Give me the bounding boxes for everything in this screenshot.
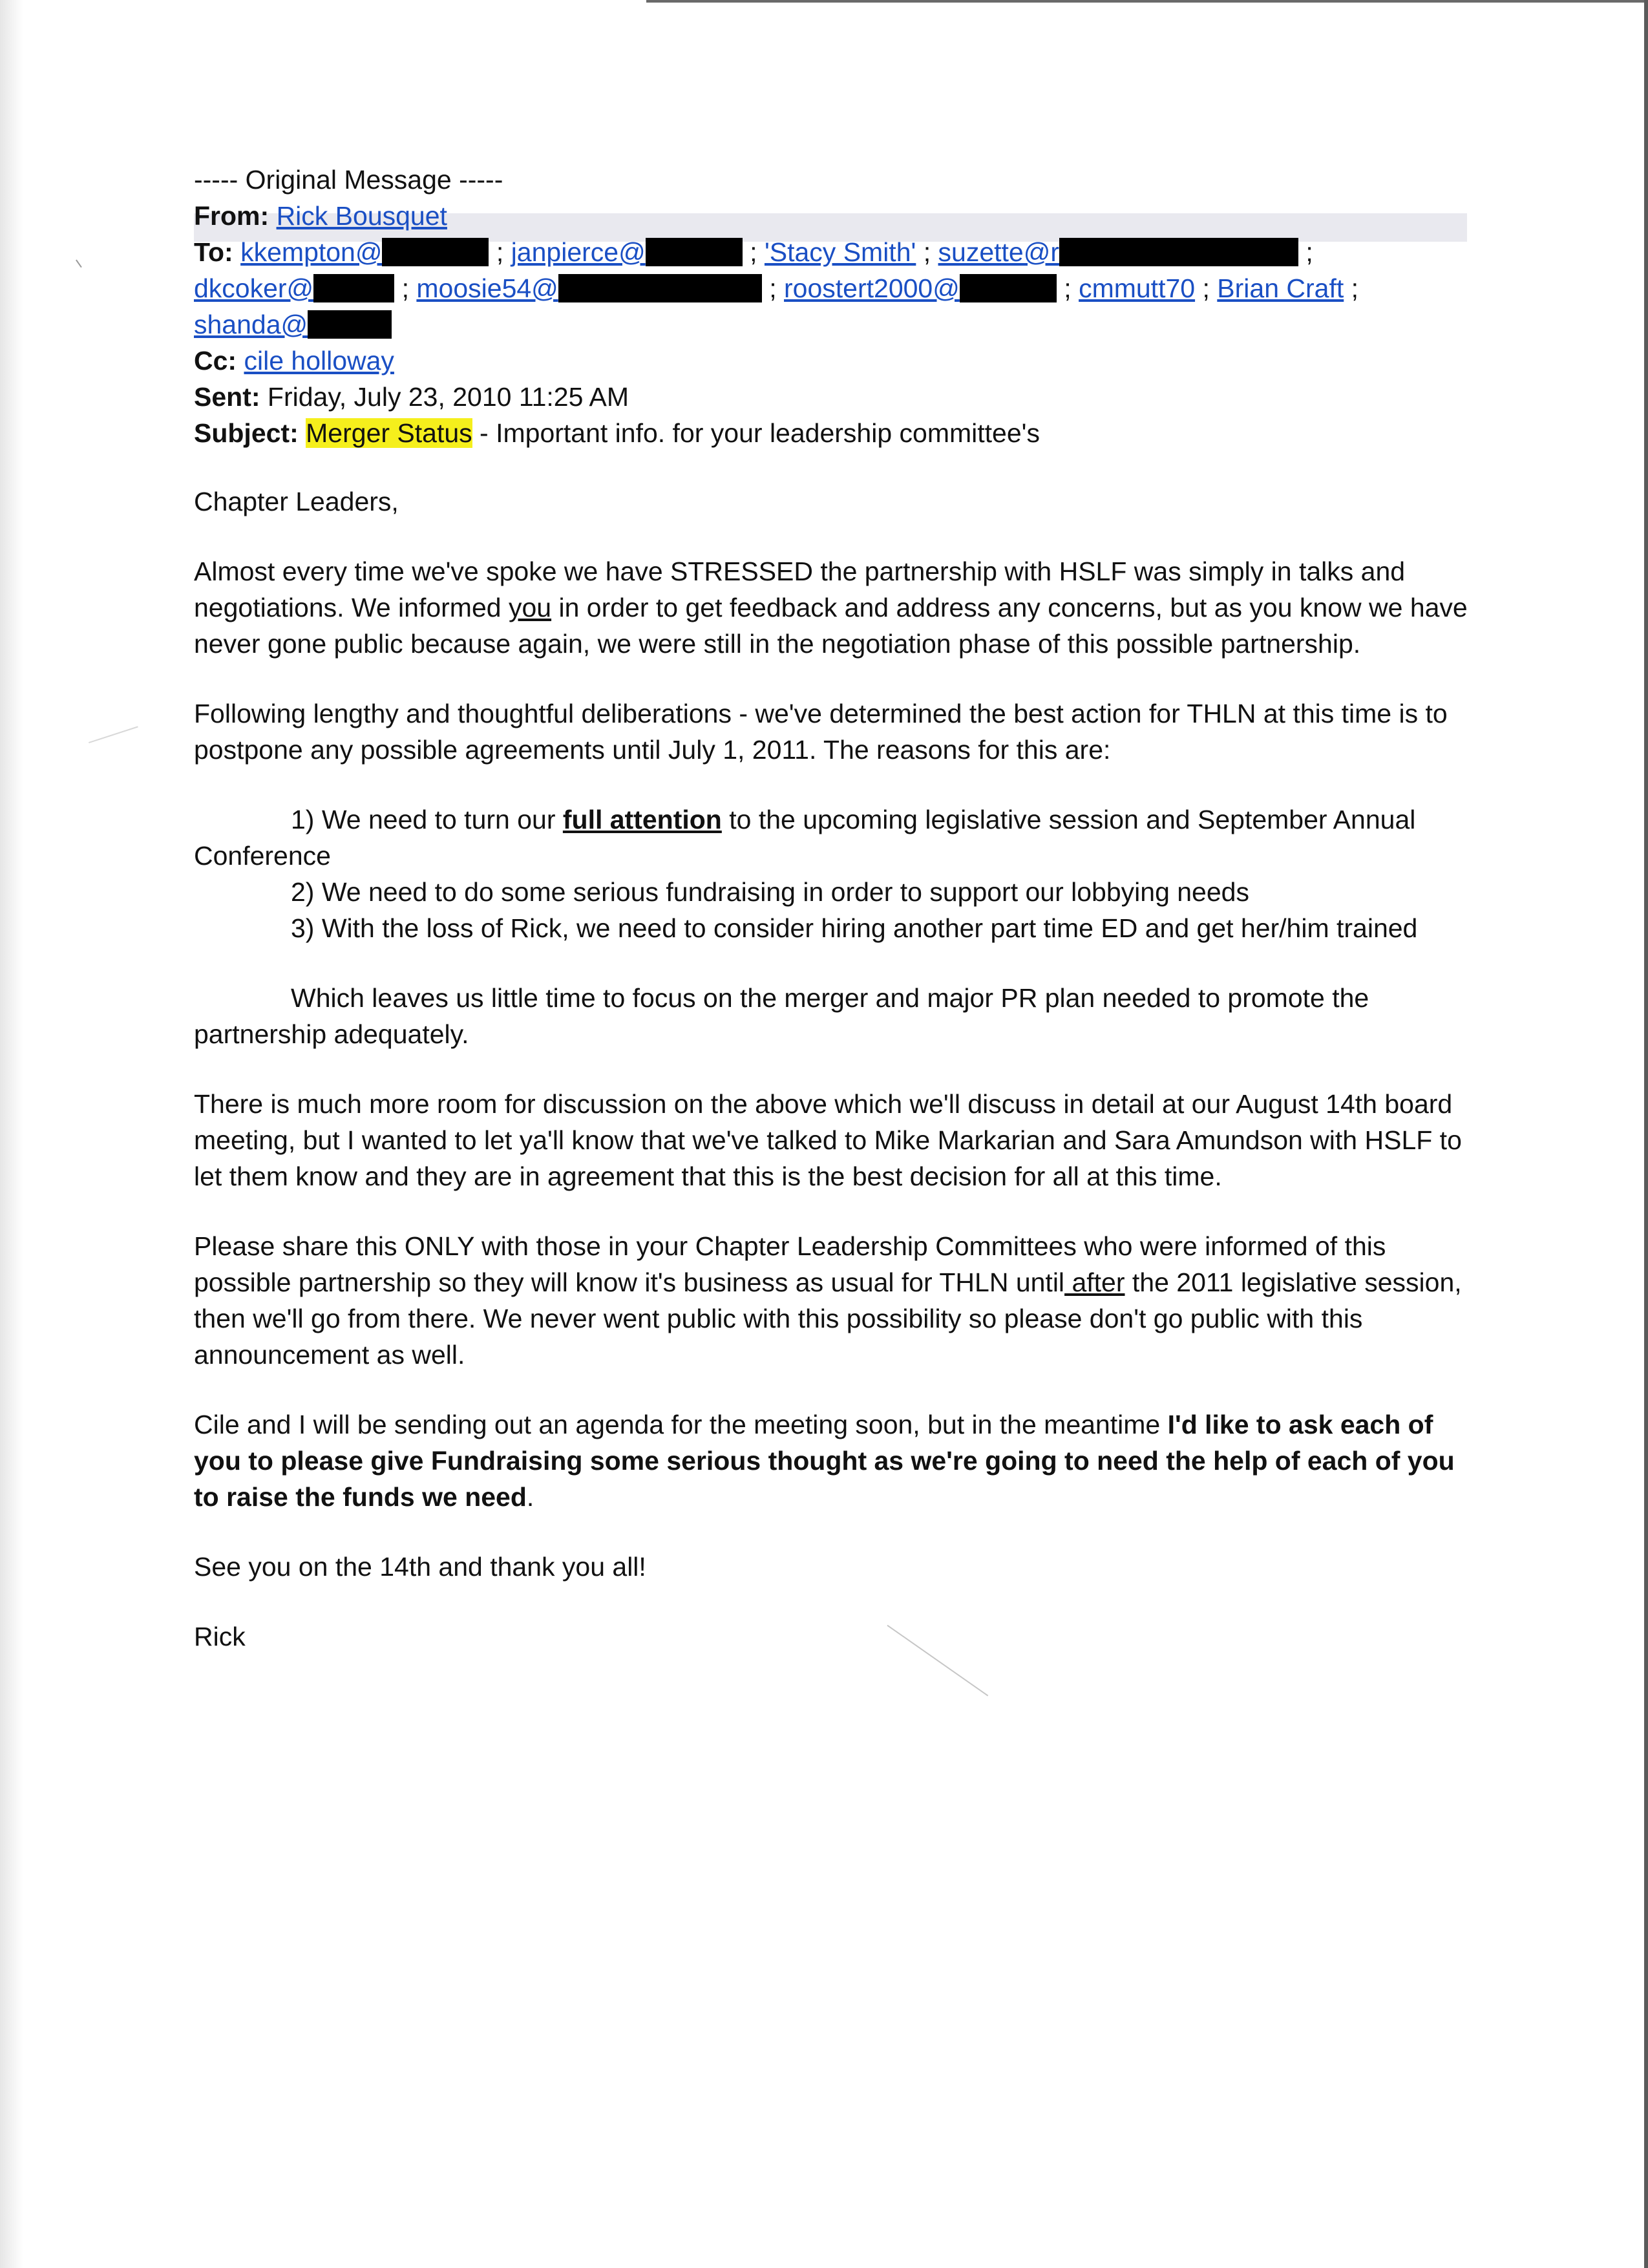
sent-label: Sent: (194, 382, 260, 412)
recipient-link[interactable]: moosie54@ (416, 273, 558, 303)
list-item: 2) We need to do some serious fundraising in order to support our lobbying needs (291, 877, 1249, 907)
to-line-2: dkcoker@ ; moosie54@ ; roostert2000@ ; cmmutt70 ; Brian Craft ; (194, 273, 1359, 303)
paragraph-2: Following lengthy and thoughtful deliberations - we've determined the best action for THLN at this time is to postpone any possible agreements until July 1, 2011. The reasons for this are: (194, 699, 1448, 765)
scan-speck (89, 726, 144, 761)
emphasis-text: full attention (562, 805, 722, 834)
subject-label: Subject: (194, 418, 299, 448)
cc-line (194, 343, 1486, 379)
scan-edge-shadow (0, 0, 23, 2268)
redaction-box (313, 274, 394, 302)
paragraph-6: Cile and I will be sending out an agenda for the meeting soon, but in the meantime I'd like to ask each of you to please give Fundraising some serious thought as we're going to need the help of each of you to raise the funds we need. (194, 1410, 1455, 1512)
reasons-list (194, 801, 1486, 946)
scan-right-border (1644, 0, 1648, 2268)
cc-recipient-link[interactable]: cile holloway (244, 346, 394, 376)
redaction-box (646, 238, 743, 266)
greeting: Chapter Leaders, (194, 487, 399, 516)
from-sender-link[interactable]: Rick Bousquet (276, 201, 447, 231)
recipient-link[interactable]: kkempton@ (240, 237, 383, 267)
from-line (194, 198, 1486, 234)
scan-speck (76, 256, 87, 268)
sent-date: Friday, July 23, 2010 11:25 AM (267, 382, 629, 412)
bold-request: I'd like to ask each of you to please give Fundraising some serious thought as we're going to need the help of each of you to raise the funds we need (194, 1410, 1455, 1512)
recipient-link[interactable]: dkcoker@ (194, 273, 314, 303)
to-line-3 (194, 306, 1486, 343)
recipient-link[interactable]: 'Stacy Smith' (764, 237, 916, 267)
recipient-link[interactable]: janpierce@ (511, 237, 646, 267)
redaction-box (960, 274, 1057, 302)
underlined-word: after (1064, 1267, 1125, 1297)
paragraph-5: Please share this ONLY with those in your Chapter Leadership Committees who were informed of this possible partnership so they will know it's business as usual for THLN until after the 2011 legislative session, then we'll go from there. We never went public with this possibility so please don't go public with this announcement as well. (194, 1231, 1462, 1370)
underlined-word: you (508, 593, 552, 622)
email-header (194, 162, 1486, 451)
list-item: 3) With the loss of Rick, we need to consider hiring another part time ED and get her/him trained (291, 913, 1418, 943)
closing: See you on the 14th and thank you all! (194, 1552, 646, 1582)
subject-line (194, 415, 1486, 451)
redaction-box (308, 310, 392, 339)
recipient-link[interactable]: suzette@r (938, 237, 1060, 267)
sent-line (194, 379, 1486, 415)
paragraph-3: Which leaves us little time to focus on the merger and major PR plan needed to promote the partnership adequately. (194, 983, 1369, 1049)
recipient-link[interactable]: cmmutt70 (1079, 273, 1196, 303)
redaction-box (1059, 238, 1298, 266)
recipient-link[interactable]: Brian Craft (1217, 273, 1344, 303)
signature: Rick (194, 1622, 246, 1651)
paragraph-1: Almost every time we've spoke we have STRESSED the partnership with HSLF was simply in talks and negotiations. We informed you in order to get feedback and address any concerns, but as you know we have never gone public because again, we were still in the negotiation phase of this possible partnership. (194, 556, 1468, 659)
subject-highlight: Merger Status (306, 418, 472, 448)
redaction-box (558, 274, 762, 302)
email-body (194, 483, 1486, 1655)
list-item: 1) We need to turn our full attention to the upcoming legislative session and September Annual Conference (194, 805, 1416, 871)
original-message-line: ----- Original Message ----- (194, 165, 503, 195)
to-line: To: kkempton@ ; janpierce@ ; 'Stacy Smith' ; suzette@r ; (194, 237, 1313, 267)
recipient-link[interactable]: shanda@ (194, 310, 308, 339)
from-label: From: (194, 201, 269, 231)
recipient-link[interactable]: roostert2000@ (784, 273, 960, 303)
scan-top-border (646, 0, 1648, 3)
subject-text: - Important info. for your leadership committee's (472, 418, 1040, 448)
redaction-box (382, 238, 489, 266)
email-printout (194, 162, 1486, 1688)
to-label: To: (194, 237, 233, 267)
cc-label: Cc: (194, 346, 237, 376)
paragraph-4: There is much more room for discussion on the above which we'll discuss in detail at our August 14th board meeting, but I wanted to let ya'll know that we've talked to Mike Markarian and Sara Amundson with HSLF to let them know and they are in agreement that this is the best decision for all at this time. (194, 1089, 1462, 1191)
